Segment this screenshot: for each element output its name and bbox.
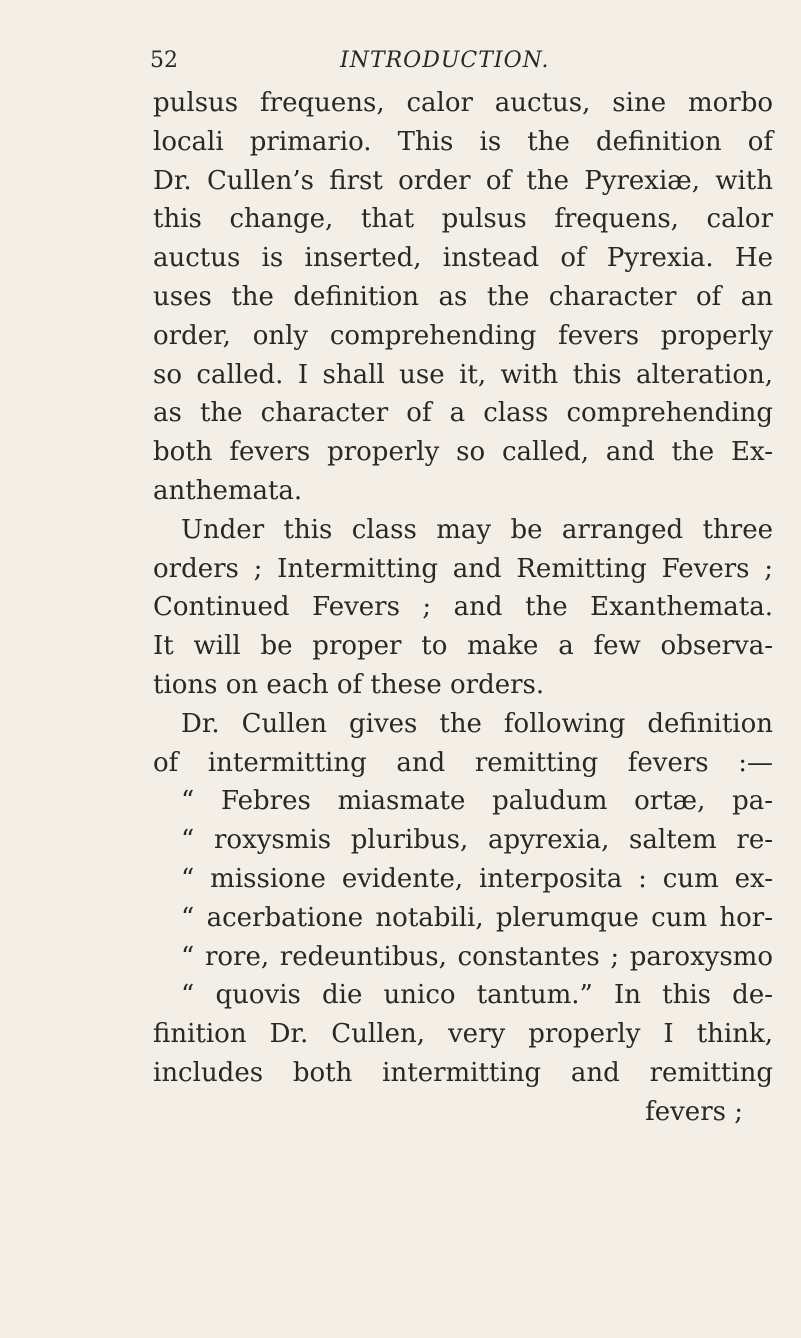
text-line: “ rore, redeuntibus, constantes ; paroxysmo xyxy=(181,941,773,972)
text-line: “ quovis die unico tantum.” In this de- xyxy=(181,980,773,1011)
text-line: “ roxysmis pluribus, apyrexia, saltem re- xyxy=(181,825,773,856)
text-line: as the character of a class comprehending xyxy=(153,398,773,429)
page-number: 52 xyxy=(150,48,178,73)
text-line: order, only comprehending fevers properly xyxy=(153,320,773,351)
text-line: locali primario. This is the definition of xyxy=(153,126,773,157)
text-line: Under this class may be arranged three xyxy=(181,514,773,545)
text-line: “ missione evidente, interposita : cum ex- xyxy=(181,863,773,894)
text-line: Dr. Cullen’s first order of the Pyrexiæ, with xyxy=(153,165,773,196)
text-line: orders ; Intermitting and Remitting Fevers ; xyxy=(153,553,773,584)
page-header xyxy=(150,48,770,82)
text-line: “ Febres miasmate paludum ortæ, pa- xyxy=(181,786,773,817)
text-line: anthemata. xyxy=(153,475,303,506)
text-line: so called. I shall use it, with this alteration, xyxy=(153,359,773,390)
text-line: of intermitting and remitting fevers :— xyxy=(153,747,773,778)
text-line: “ acerbatione notabili, plerumque cum hor- xyxy=(181,902,773,933)
text-line: this change, that pulsus frequens, calor xyxy=(153,204,773,235)
text-line: uses the definition as the character of an xyxy=(153,281,773,312)
text-line: pulsus frequens, calor auctus, sine morbo xyxy=(153,88,773,118)
text-line: both fevers properly so called, and the Ex- xyxy=(153,437,773,468)
text-line: finition Dr. Cullen, very properly I think, xyxy=(153,1019,773,1050)
text-line: It will be proper to make a few observa- xyxy=(153,631,773,662)
running-head: INTRODUCTION. xyxy=(340,48,550,73)
text-line: auctus is inserted, instead of Pyrexia. He xyxy=(153,243,773,274)
catchword-line: fevers ; xyxy=(645,1096,743,1127)
body-text xyxy=(153,84,773,1132)
text-line: Continued Fevers ; and the Exanthemata. xyxy=(153,592,773,623)
text-line: Dr. Cullen gives the following definition xyxy=(181,708,773,739)
text-line: includes both intermitting and remitting xyxy=(153,1057,773,1088)
text-line: tions on each of these orders. xyxy=(153,669,545,700)
